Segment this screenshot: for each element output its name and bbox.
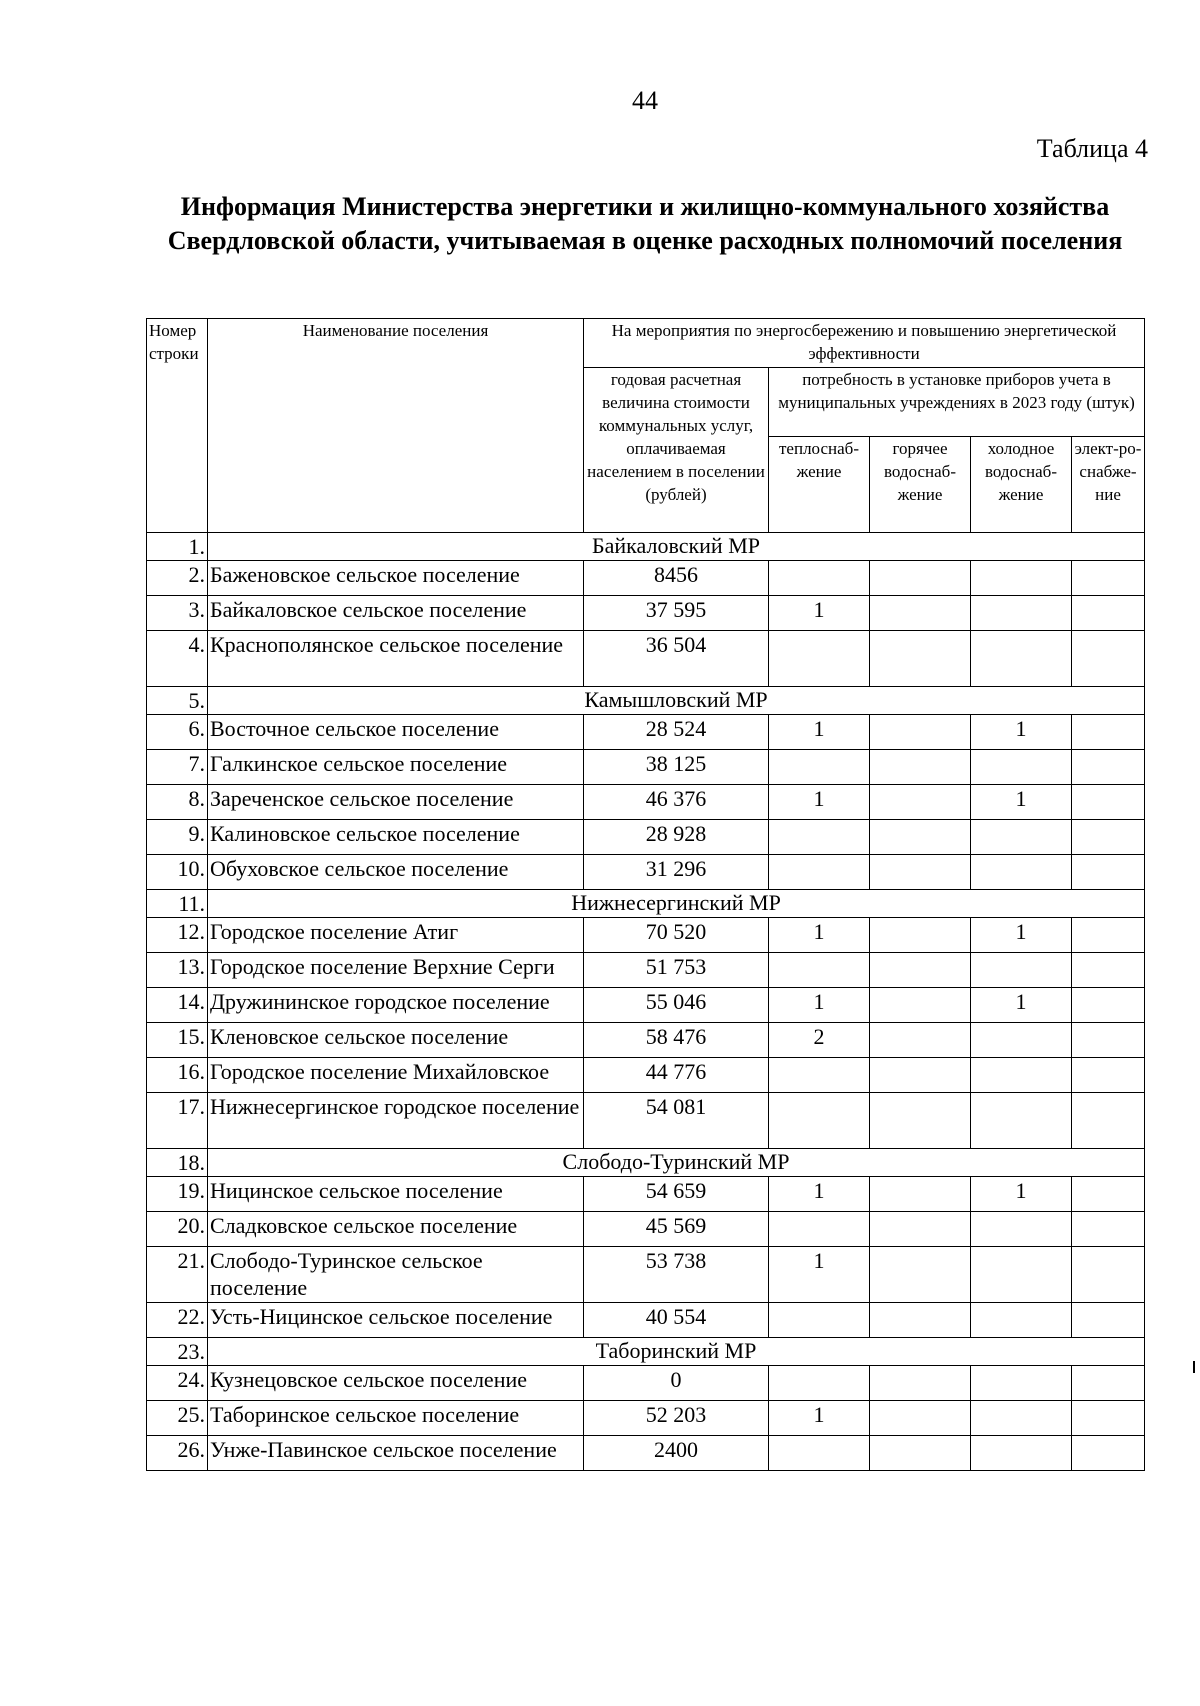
settlement-name: Ницинское сельское поселение [208, 1177, 584, 1212]
electricity-count [1072, 1023, 1145, 1058]
electricity-count [1072, 820, 1145, 855]
electricity-count [1072, 988, 1145, 1023]
settlement-name: Кузнецовское сельское поселение [208, 1366, 584, 1401]
settlement-name: Дружининское городское поселение [208, 988, 584, 1023]
electricity-count [1072, 785, 1145, 820]
heat-supply-count [769, 561, 870, 596]
district-name: Камышловский МР [208, 687, 1145, 715]
row-number: 16. [147, 1058, 208, 1093]
cold-water-count [971, 1023, 1072, 1058]
row-number: 8. [147, 785, 208, 820]
hot-water-count [870, 988, 971, 1023]
settlement-name: Баженовское сельское поселение [208, 561, 584, 596]
table-row [147, 1058, 1145, 1093]
table-row [147, 631, 1145, 687]
electricity-count [1072, 1212, 1145, 1247]
heat-supply-count: 1 [769, 988, 870, 1023]
row-number: 24. [147, 1366, 208, 1401]
cold-water-count [971, 596, 1072, 631]
annual-cost-value: 46 376 [584, 785, 769, 820]
settlement-name: Усть-Ницинское сельское поселение [208, 1303, 584, 1338]
electricity-count [1072, 596, 1145, 631]
settlement-name: Городское поселение Михайловское [208, 1058, 584, 1093]
row-number: 9. [147, 820, 208, 855]
header-electricity: элект-ро-снабже-ние [1072, 437, 1145, 533]
district-row [147, 533, 1145, 561]
annual-cost-value: 38 125 [584, 750, 769, 785]
settlement-name: Унже-Павинское сельское поселение [208, 1436, 584, 1471]
cold-water-count: 1 [971, 785, 1072, 820]
cold-water-count [971, 1303, 1072, 1338]
annual-cost-value: 52 203 [584, 1401, 769, 1436]
heat-supply-count: 1 [769, 1401, 870, 1436]
hot-water-count [870, 1023, 971, 1058]
annual-cost-value: 40 554 [584, 1303, 769, 1338]
annual-cost-value: 54 659 [584, 1177, 769, 1212]
hot-water-count [870, 1058, 971, 1093]
annual-cost-value: 2400 [584, 1436, 769, 1471]
heat-supply-count [769, 1303, 870, 1338]
settlement-table [146, 318, 1145, 1471]
heat-supply-count: 1 [769, 1177, 870, 1212]
heat-supply-count: 1 [769, 1247, 870, 1303]
heat-supply-count [769, 1436, 870, 1471]
page-number: 44 [632, 86, 658, 115]
row-number: 26. [147, 1436, 208, 1471]
cold-water-count [971, 750, 1072, 785]
row-number: 5. [147, 687, 208, 715]
electricity-count [1072, 1247, 1145, 1303]
table-row [147, 953, 1145, 988]
table-row [147, 1366, 1145, 1401]
district-name: Нижнесергинский МР [208, 890, 1145, 918]
electricity-count [1072, 1366, 1145, 1401]
cold-water-count [971, 1366, 1072, 1401]
row-number: 2. [147, 561, 208, 596]
cold-water-count [971, 1401, 1072, 1436]
electricity-count [1072, 561, 1145, 596]
hot-water-count [870, 715, 971, 750]
table-row [147, 715, 1145, 750]
table-row [147, 820, 1145, 855]
row-number: 25. [147, 1401, 208, 1436]
heat-supply-count [769, 631, 870, 687]
row-number: 13. [147, 953, 208, 988]
annual-cost-value: 45 569 [584, 1212, 769, 1247]
table-row [147, 596, 1145, 631]
header-settlement-name: Наименование поселения [208, 319, 584, 533]
table-row [147, 561, 1145, 596]
table-label: Таблица 4 [1036, 134, 1148, 163]
hot-water-count [870, 750, 971, 785]
hot-water-count [870, 1366, 971, 1401]
table-row [147, 1436, 1145, 1471]
hot-water-count [870, 1303, 971, 1338]
settlement-name: Слободо-Туринское сельское поселение [208, 1247, 584, 1303]
scan-mark [1193, 1361, 1195, 1373]
table-row [147, 1212, 1145, 1247]
hot-water-count [870, 561, 971, 596]
header-annual-cost: годовая расчетная величина стоимости коммунальных услуг, оплачиваемая населением в поселении (рублей) [584, 368, 769, 533]
heat-supply-count [769, 1366, 870, 1401]
electricity-count [1072, 1436, 1145, 1471]
heat-supply-count [769, 1212, 870, 1247]
annual-cost-value: 54 081 [584, 1093, 769, 1149]
electricity-count [1072, 1093, 1145, 1149]
hot-water-count [870, 631, 971, 687]
heat-supply-count: 1 [769, 596, 870, 631]
heat-supply-count [769, 1093, 870, 1149]
hot-water-count [870, 1177, 971, 1212]
cold-water-count [971, 1436, 1072, 1471]
row-number: 19. [147, 1177, 208, 1212]
electricity-count [1072, 1058, 1145, 1093]
heat-supply-count: 1 [769, 918, 870, 953]
cold-water-count [971, 561, 1072, 596]
table-row [147, 1023, 1145, 1058]
annual-cost-value: 55 046 [584, 988, 769, 1023]
electricity-count [1072, 750, 1145, 785]
annual-cost-value: 70 520 [584, 918, 769, 953]
cold-water-count: 1 [971, 1177, 1072, 1212]
row-number: 21. [147, 1247, 208, 1303]
hot-water-count [870, 820, 971, 855]
table-row [147, 1303, 1145, 1338]
row-number: 11. [147, 890, 208, 918]
row-number: 3. [147, 596, 208, 631]
annual-cost-value: 8456 [584, 561, 769, 596]
table-row [147, 988, 1145, 1023]
hot-water-count [870, 1436, 971, 1471]
settlement-name: Городское поселение Верхние Серги [208, 953, 584, 988]
heat-supply-count: 2 [769, 1023, 870, 1058]
header-cold-water: холодное водоснаб-жение [971, 437, 1072, 533]
heat-supply-count: 1 [769, 785, 870, 820]
annual-cost-value: 31 296 [584, 855, 769, 890]
table-row [147, 750, 1145, 785]
annual-cost-value: 37 595 [584, 596, 769, 631]
settlement-name: Зареченское сельское поселение [208, 785, 584, 820]
hot-water-count [870, 855, 971, 890]
settlement-name: Калиновское сельское поселение [208, 820, 584, 855]
settlement-name: Городское поселение Атиг [208, 918, 584, 953]
settlement-name: Краснополянское сельское поселение [208, 631, 584, 687]
settlement-name: Таборинское сельское поселение [208, 1401, 584, 1436]
district-row [147, 1149, 1145, 1177]
cold-water-count [971, 1212, 1072, 1247]
cold-water-count: 1 [971, 918, 1072, 953]
table-row [147, 855, 1145, 890]
cold-water-count [971, 855, 1072, 890]
annual-cost-value: 28 524 [584, 715, 769, 750]
cold-water-count: 1 [971, 715, 1072, 750]
electricity-count [1072, 631, 1145, 687]
heat-supply-count [769, 855, 870, 890]
row-number: 1. [147, 533, 208, 561]
settlement-name: Нижнесергинское городское поселение [208, 1093, 584, 1149]
heat-supply-count [769, 750, 870, 785]
settlement-name: Байкаловское сельское поселение [208, 596, 584, 631]
row-number: 4. [147, 631, 208, 687]
annual-cost-value: 58 476 [584, 1023, 769, 1058]
district-row [147, 1338, 1145, 1366]
electricity-count [1072, 953, 1145, 988]
cold-water-count [971, 631, 1072, 687]
district-name: Байкаловский МР [208, 533, 1145, 561]
heat-supply-count [769, 953, 870, 988]
row-number: 23. [147, 1338, 208, 1366]
header-row-number: Номер строки [147, 319, 208, 533]
electricity-count [1072, 1401, 1145, 1436]
district-name: Таборинский МР [208, 1338, 1145, 1366]
row-number: 22. [147, 1303, 208, 1338]
cold-water-count: 1 [971, 988, 1072, 1023]
annual-cost-value: 36 504 [584, 631, 769, 687]
row-number: 6. [147, 715, 208, 750]
hot-water-count [870, 953, 971, 988]
cold-water-count [971, 953, 1072, 988]
cold-water-count [971, 1058, 1072, 1093]
header-heat-supply: теплоснаб-жение [769, 437, 870, 533]
electricity-count [1072, 1303, 1145, 1338]
hot-water-count [870, 596, 971, 631]
annual-cost-value: 44 776 [584, 1058, 769, 1093]
settlement-name: Обуховское сельское поселение [208, 855, 584, 890]
hot-water-count [870, 1401, 971, 1436]
electricity-count [1072, 855, 1145, 890]
cold-water-count [971, 820, 1072, 855]
header-meter-needs: потребность в установке приборов учета в муниципальных учреждениях в 2023 году (штук) [769, 368, 1145, 437]
annual-cost-value: 51 753 [584, 953, 769, 988]
annual-cost-value: 0 [584, 1366, 769, 1401]
annual-cost-value: 53 738 [584, 1247, 769, 1303]
settlement-name: Кленовское сельское поселение [208, 1023, 584, 1058]
row-number: 12. [147, 918, 208, 953]
document-title: Информация Министерства энергетики и жилищно-коммунального хозяйства Свердловской области, учитываемая в оценке расходных полномочий поселения [167, 192, 1123, 255]
hot-water-count [870, 1212, 971, 1247]
header-hot-water: горячее водоснаб-жение [870, 437, 971, 533]
table-row [147, 1401, 1145, 1436]
district-row [147, 890, 1145, 918]
heat-supply-count [769, 1058, 870, 1093]
row-number: 15. [147, 1023, 208, 1058]
table-row [147, 785, 1145, 820]
cold-water-count [971, 1247, 1072, 1303]
cold-water-count [971, 1093, 1072, 1149]
district-name: Слободо-Туринский МР [208, 1149, 1145, 1177]
table-row [147, 1247, 1145, 1303]
settlement-name: Галкинское сельское поселение [208, 750, 584, 785]
row-number: 18. [147, 1149, 208, 1177]
table-row [147, 1177, 1145, 1212]
hot-water-count [870, 785, 971, 820]
row-number: 7. [147, 750, 208, 785]
heat-supply-count: 1 [769, 715, 870, 750]
hot-water-count [870, 1093, 971, 1149]
row-number: 14. [147, 988, 208, 1023]
row-number: 17. [147, 1093, 208, 1149]
annual-cost-value: 28 928 [584, 820, 769, 855]
table-row [147, 918, 1145, 953]
hot-water-count [870, 1247, 971, 1303]
electricity-count [1072, 918, 1145, 953]
settlement-name: Сладковское сельское поселение [208, 1212, 584, 1247]
heat-supply-count [769, 820, 870, 855]
hot-water-count [870, 918, 971, 953]
settlement-name: Восточное сельское поселение [208, 715, 584, 750]
district-row [147, 687, 1145, 715]
header-energy-measures: На мероприятия по энергосбережению и повышению энергетической эффективности [584, 319, 1145, 368]
electricity-count [1072, 1177, 1145, 1212]
row-number: 10. [147, 855, 208, 890]
row-number: 20. [147, 1212, 208, 1247]
electricity-count [1072, 715, 1145, 750]
table-row [147, 1093, 1145, 1149]
